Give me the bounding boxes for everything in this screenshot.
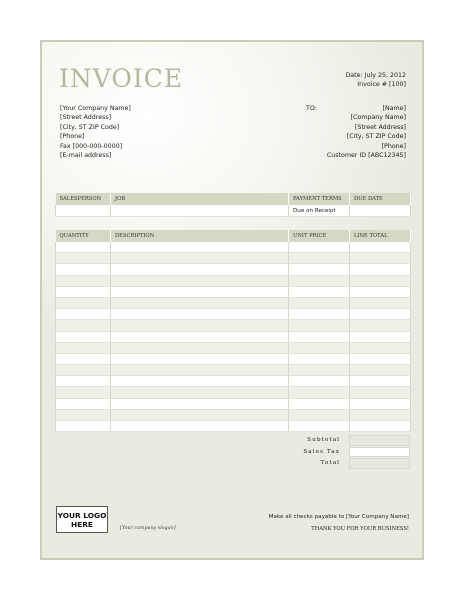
quantity-cell[interactable] xyxy=(56,275,111,286)
description-cell[interactable] xyxy=(111,286,289,297)
unit-price-cell[interactable] xyxy=(289,320,350,331)
sender-phone: [Phone] xyxy=(60,133,85,141)
line-total-cell[interactable] xyxy=(350,409,411,420)
line-item-row xyxy=(56,421,411,432)
line-item-row xyxy=(56,398,411,409)
sales-tax-value[interactable] xyxy=(349,447,410,458)
line-item-row xyxy=(56,320,411,331)
unit-price-cell[interactable] xyxy=(289,365,350,376)
recipient-city: [City, ST ZIP Code] xyxy=(346,133,406,141)
line-total-cell[interactable] xyxy=(350,297,411,308)
description-cell[interactable] xyxy=(111,320,289,331)
line-item-row xyxy=(56,353,411,364)
unit-price-cell[interactable] xyxy=(289,421,350,432)
invoice-number: Invoice # [100] xyxy=(357,81,406,89)
line-total-cell[interactable] xyxy=(350,242,411,253)
sender-address xyxy=(60,104,131,160)
logo-text-line2: HERE xyxy=(71,519,93,529)
line-item-row xyxy=(56,342,411,353)
totals-block xyxy=(270,435,410,470)
quantity-cell[interactable] xyxy=(56,297,111,308)
quantity-cell[interactable] xyxy=(56,331,111,342)
payment-terms-cell[interactable]: Due on Receipt xyxy=(289,205,350,217)
sender-street: [Street Address] xyxy=(60,114,112,122)
total-value[interactable] xyxy=(349,458,410,469)
sales-tax-label: Sales Tax xyxy=(303,448,340,455)
unit-price-cell[interactable] xyxy=(289,342,350,353)
description-cell[interactable] xyxy=(111,297,289,308)
line-items-body xyxy=(56,242,411,432)
sender-email: [E-mail address] xyxy=(60,152,112,160)
line-total-cell[interactable] xyxy=(350,387,411,398)
header-payment-terms: PAYMENT TERMS xyxy=(289,193,350,205)
recipient-name: [Name] xyxy=(382,105,406,112)
description-cell[interactable] xyxy=(111,275,289,286)
line-total-cell[interactable] xyxy=(350,264,411,275)
unit-price-cell[interactable] xyxy=(289,387,350,398)
logo-placeholder xyxy=(56,506,108,533)
line-total-cell[interactable] xyxy=(350,365,411,376)
line-item-row xyxy=(56,309,411,320)
unit-price-cell[interactable] xyxy=(289,275,350,286)
unit-price-cell[interactable] xyxy=(289,331,350,342)
line-item-row xyxy=(56,331,411,342)
header-unit-price: UNIT PRICE xyxy=(289,230,350,242)
description-cell[interactable] xyxy=(111,409,289,420)
description-cell[interactable] xyxy=(111,342,289,353)
line-item-row xyxy=(56,365,411,376)
line-items-table xyxy=(55,230,411,432)
unit-price-cell[interactable] xyxy=(289,242,350,253)
invoice-date: Date: July 25, 2012 xyxy=(345,72,406,79)
description-cell[interactable] xyxy=(111,253,289,264)
date-block xyxy=(345,71,406,90)
unit-price-cell[interactable] xyxy=(289,409,350,420)
checks-payable-note: Make all checks payable to [Your Company Name] xyxy=(268,514,409,520)
quantity-cell[interactable] xyxy=(56,264,111,275)
unit-price-cell[interactable] xyxy=(289,353,350,364)
description-cell[interactable] xyxy=(111,242,289,253)
description-cell[interactable] xyxy=(111,353,289,364)
unit-price-cell[interactable] xyxy=(289,253,350,264)
description-cell[interactable] xyxy=(111,365,289,376)
company-slogan: [Your company slogan] xyxy=(120,526,176,531)
line-item-row xyxy=(56,409,411,420)
unit-price-cell[interactable] xyxy=(289,309,350,320)
quantity-cell[interactable] xyxy=(56,253,111,264)
quantity-cell[interactable] xyxy=(56,365,111,376)
quantity-cell[interactable] xyxy=(56,387,111,398)
recipient-street: [Street Address] xyxy=(354,123,406,131)
line-total-cell[interactable] xyxy=(350,309,411,320)
to-label: TO: xyxy=(306,105,317,112)
description-cell[interactable] xyxy=(111,398,289,409)
subtotal-value[interactable] xyxy=(349,435,410,446)
header-description: DESCRIPTION xyxy=(111,230,289,242)
line-total-cell[interactable] xyxy=(350,353,411,364)
line-total-cell[interactable] xyxy=(350,275,411,286)
line-items-header xyxy=(56,230,411,242)
quantity-cell[interactable] xyxy=(56,409,111,420)
description-cell[interactable] xyxy=(111,376,289,387)
subtotal-label: Subtotal xyxy=(307,437,340,443)
line-item-row xyxy=(56,387,411,398)
quantity-cell[interactable] xyxy=(56,309,111,320)
quantity-cell[interactable] xyxy=(56,376,111,387)
line-total-cell[interactable] xyxy=(350,376,411,387)
description-cell[interactable] xyxy=(111,421,289,432)
salesperson-cell[interactable] xyxy=(56,205,111,217)
quantity-cell[interactable] xyxy=(56,320,111,331)
description-cell[interactable] xyxy=(111,264,289,275)
line-item-row xyxy=(56,264,411,275)
total-label: Total xyxy=(320,460,340,467)
job-table-row xyxy=(56,205,411,217)
sender-company: [Your Company Name] xyxy=(60,105,131,112)
sender-city: [City, ST ZIP Code] xyxy=(60,123,120,131)
job-table-header xyxy=(56,193,411,205)
header-salesperson: SALESPERSON xyxy=(56,193,111,205)
unit-price-cell[interactable] xyxy=(289,297,350,308)
unit-price-cell[interactable] xyxy=(289,264,350,275)
total-row xyxy=(270,458,410,470)
line-item-row xyxy=(56,297,411,308)
line-total-cell[interactable] xyxy=(350,421,411,432)
quantity-cell[interactable] xyxy=(56,242,111,253)
line-total-cell[interactable] xyxy=(350,398,411,409)
quantity-cell[interactable] xyxy=(56,421,111,432)
line-total-cell[interactable] xyxy=(350,253,411,264)
sender-fax: Fax [000-000-0000] xyxy=(60,142,123,150)
line-total-cell[interactable] xyxy=(350,320,411,331)
unit-price-cell[interactable] xyxy=(289,286,350,297)
quantity-cell[interactable] xyxy=(56,353,111,364)
unit-price-cell[interactable] xyxy=(289,376,350,387)
invoice-title: INVOICE xyxy=(59,64,184,93)
logo-text-line1: YOUR LOGO xyxy=(57,510,107,520)
recipient-address xyxy=(327,104,406,160)
line-item-row xyxy=(56,253,411,264)
line-total-cell[interactable] xyxy=(350,342,411,353)
quantity-cell[interactable] xyxy=(56,342,111,353)
recipient-company: [Company Name] xyxy=(350,114,406,122)
quantity-cell[interactable] xyxy=(56,286,111,297)
customer-id: Customer ID [ABC12345] xyxy=(326,152,406,160)
sales-tax-row xyxy=(270,447,410,459)
job-table xyxy=(55,193,411,217)
job-cell[interactable] xyxy=(111,205,289,217)
header-job: JOB xyxy=(111,193,289,205)
header-line-total: LINE TOTAL xyxy=(350,230,411,242)
description-cell[interactable] xyxy=(111,309,289,320)
line-item-row xyxy=(56,275,411,286)
thank-you-note: THANK YOU FOR YOUR BUSINESS! xyxy=(311,526,409,532)
line-item-row xyxy=(56,242,411,253)
line-total-cell[interactable] xyxy=(350,286,411,297)
description-cell[interactable] xyxy=(111,387,289,398)
header-quantity: QUANTITY xyxy=(56,230,111,242)
line-item-row xyxy=(56,376,411,387)
quantity-cell[interactable] xyxy=(56,398,111,409)
line-total-cell[interactable] xyxy=(350,331,411,342)
description-cell[interactable] xyxy=(111,331,289,342)
header-due-date: DUE DATE xyxy=(350,193,411,205)
recipient-phone: [Phone] xyxy=(381,142,406,150)
subtotal-row xyxy=(270,435,410,447)
unit-price-cell[interactable] xyxy=(289,398,350,409)
line-item-row xyxy=(56,286,411,297)
due-date-cell[interactable] xyxy=(350,205,411,217)
